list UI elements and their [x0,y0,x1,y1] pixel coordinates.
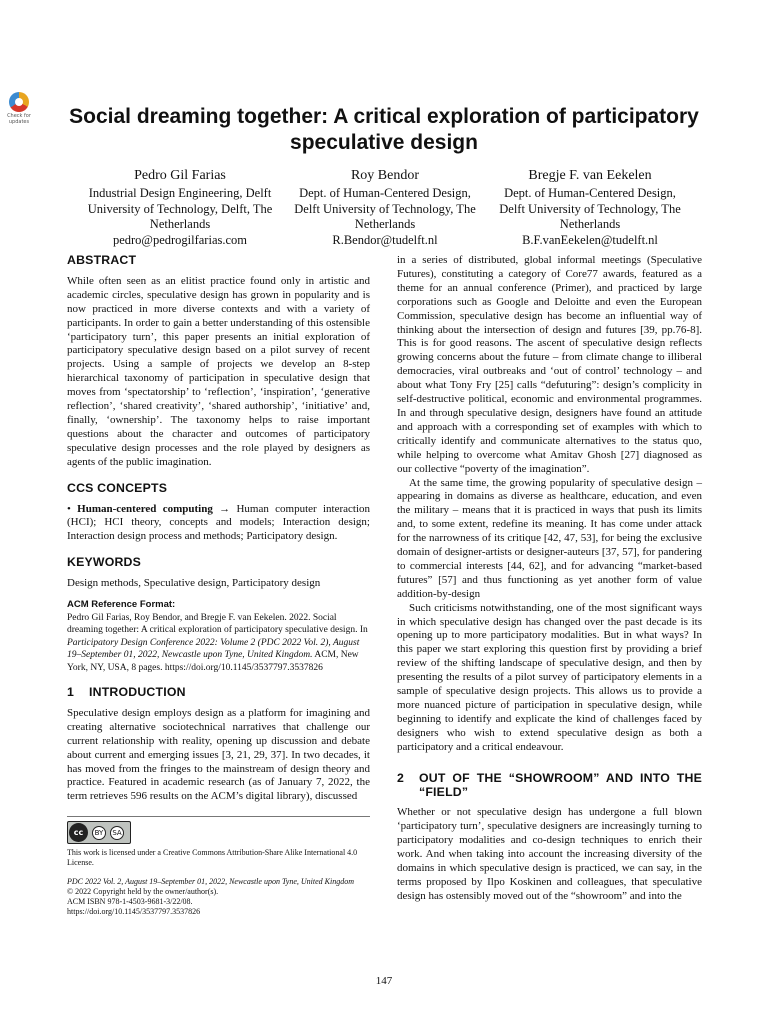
right-column [397,254,702,904]
reference-venue: Participatory Design Conference 2022: Volume 2 (PDC 2022 Vol. 2), August 19–September 01, 2022, Newcastle upon Tyne, United Kingdom. [67,637,360,661]
section-2-heading [397,772,702,800]
paragraph: At the same time, the growing popularity of speculative design – appearing in domains as diverse as healthcare, education, and even the military – means that it is practiced in ways that push its limits and, to some extent, redefine its meaning. It has come under attack for the narrowness of its critique [42, 47, 53], for being the exclusive domain of designer-artists or designer-auteurs [37, 57], for pandering to commercial interests [44, 62], and for advancing “market-based futures” [57] and thus functioning as yet another form of value addition-by-design [397,476,702,600]
ccs-bullet: • [67,502,71,515]
conference-info [67,877,370,887]
paper-title: Social dreaming together: A critical exploration of participatory speculative design [69,105,699,154]
left-column [67,254,370,804]
cc-icon: cc [69,823,88,842]
author-name: Roy Bendor [350,168,420,183]
author-email[interactable]: R.Bendor@tudelft.nl [332,232,438,247]
by-icon: BY [92,826,106,840]
ccs-concepts: Human computer interaction (HCI); HCI theory, concepts and models; Interaction design; Interaction design process and methods; Participatory design. [67,502,371,543]
section-number: 1 [67,684,75,699]
reference-text [67,612,370,674]
check-for-updates-icon [9,92,29,112]
sa-icon: SA [110,826,124,840]
keywords-text: Design methods, Speculative design, Participatory design [67,577,321,590]
author-email[interactable]: pedro@pedrogilfarias.com [112,232,248,247]
copyright-line: © 2022 Copyright held by the owner/author(s). [67,887,219,896]
ccs-heading: CCS CONCEPTS [67,480,168,495]
abstract-text: While often seen as an elitist practice found only in artistic and academic circles, speculative design has grown in popularity and is now practiced in more diverse contexts and with a variety of participants. In order to gain a better understanding of this ostensible ‘participatory turn’, this paper presents an initial exploration of participatory speculative design based on a pilot survey of recent projects. Using a sample of projects we develop an 8-step hierarchical taxonomy of participation in speculative design that moves from ‘spectatorship’ to ‘reflection’, ‘inspiration’, ‘generative reflection’, ‘shared creativity’, ‘shared authorship’, ‘initiative’ and, finally, ‘ownership’. The taxonomy helps to raise important questions about the character and outcomes of participatory speculative design processes and the role played by designers as agents of the public imagination. [67,274,370,468]
paragraph: Whether or not speculative design has undergone a full blown ‘participatory turn’, speculative designers are increasingly turning to participatory modalities and co-design techniques to enrich their work. And when taking into account the increasing diversity of the domains in which speculative design is practiced, we can say, in the terms proposed by Ilpo Koskinen and colleagues, that speculative design has ostensibly moved out of the “showroom” and into the [397,806,702,902]
check-for-updates-badge[interactable] [6,92,32,125]
section-title: INTRODUCTION [89,684,186,699]
reference-heading: ACM Reference Format: [67,599,176,611]
reference-authors: Pedro Gil Farias, Roy Bendor, and Bregje F. van Eekelen. 2022. Social dreaming together: A critical exploration of participatory speculative design. In [67,612,368,636]
author-affiliation: Industrial Design Engineering, Delft University of Technology, Delft, The Netherlands [87,186,273,231]
author-affiliation: Dept. of Human-Centered Design, Delft University of Technology, The Netherlands [294,186,476,231]
conference-line: PDC 2022 Vol. 2, August 19–September 01, 2022, Newcastle upon Tyne, United Kingdom [67,877,355,886]
keywords-heading: KEYWORDS [67,555,142,570]
paragraph: Such criticisms notwithstanding, one of the most significant ways in which speculative design has changed over the past decade is its opening up to more participatory modalities. But in what ways? In this paper we start exploring this question first by providing a brief review of the shifting landscape of speculative design, and then by presenting the results of a pilot survey of participatory elements in a sample of speculative design projects. This allows us to provide a more nuanced picture of participation in speculative design, while beginning to identify and explicate the kind of challenges faced by designers who wish to extend speculative design as both a participatory and a critical endeavour. [397,601,702,753]
first-page-footer [67,816,370,917]
author-1 [80,167,280,248]
doi-link[interactable]: https://doi.org/10.1145/3537797.3537826 [67,907,201,916]
author-name: Pedro Gil Farias [134,168,226,183]
license-text: This work is licensed under a Creative Commons Attribution-Share Alike International 4.0 License. [67,848,358,867]
abstract-heading: ABSTRACT [67,253,137,267]
author-name: Bregje F. van Eekelen [528,168,652,183]
author-block [80,167,690,248]
author-affiliation: Dept. of Human-Centered Design, Delft University of Technology, The Netherlands [499,186,681,231]
paragraph: in a series of distributed, global informal meetings (Speculative Futures), constituting a category of Core77 awards, featured as a theme for an annual conference (Primer), and practiced by large corporations such as Google and Deloitte and even the European Commission, speculative design has become an influential way of thinking about the intersection of design and futures [39, pp.76-8]. This is for good reasons. The ascent of speculative design reflects growing concerns about the future – from climate change to illiberal democracies, viral outbreaks and ‘out of control’ technology – and about what Tony Fry [25] calls “defuturing”: design’s complicity in self-destructive political, economic and environmental programmes. In and through speculative design, designers have found an attitude and approach with a corresponding set of examples with which to critically identify and communicate alternatives to the status quo, while helping to overcome what Amitav Ghosh [27] diagnosed as our collective “poverty of the imagination”. [397,254,702,475]
cc-license-badge[interactable] [67,821,131,844]
badge-label: Check for updates [7,113,31,125]
section-title: OUT OF THE “SHOWROOM” AND INTO THE “FIELD” [419,770,702,799]
ccs-bold-term: Human-centered computing [77,502,213,515]
author-3 [490,167,690,248]
author-email[interactable]: B.F.vanEekelen@tudelft.nl [522,232,658,247]
ccs-text [67,503,370,545]
isbn-line: ACM ISBN 978-1-4503-9681-3/22/08. [67,897,193,906]
introduction-heading [67,686,370,700]
reference-publisher: ACM, New York, NY, USA, 8 pages. https://doi.org/10.1145/3537797.3537826 [67,650,359,673]
introduction-text: Speculative design employs design as a platform for imagining and creating alternative sociotechnical narratives that challenge our current relationship with reality, opening up discussion and debate about current and emerging issues [3, 21, 29, 37]. In two decades, it has moved from the fringes to the mainstream of design theory and practice. Featured in academic research (as of January 7, 2022, the term retrieves 596 results on the ACM’s digital library), discussed [67,706,370,803]
author-2 [285,167,485,248]
arrow-icon: → [219,502,231,515]
page-number: 147 [375,975,393,987]
section-number: 2 [397,770,405,785]
